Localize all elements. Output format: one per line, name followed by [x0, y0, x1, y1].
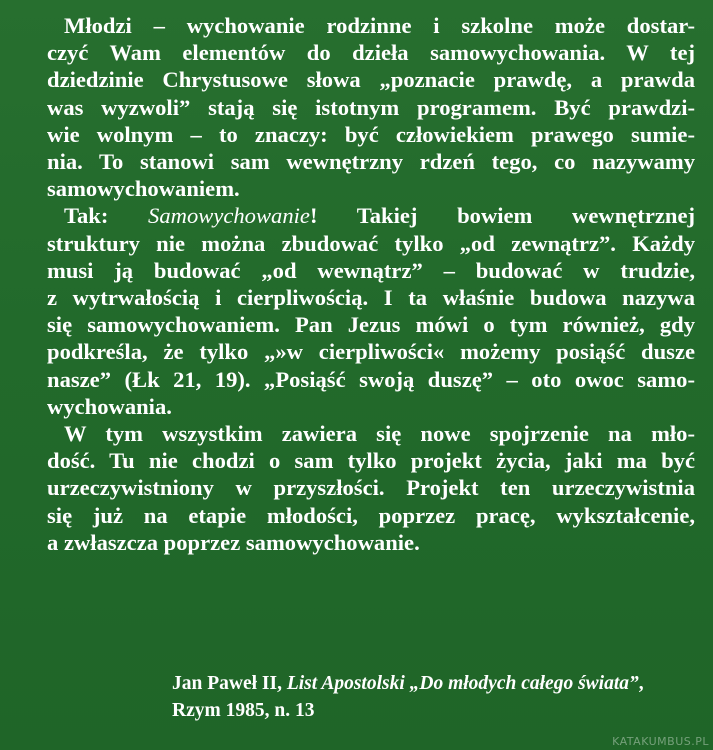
text-line: dziedzinie Chrystusowe słowa „poznacie prawdę, a prawda: [47, 67, 695, 93]
work-title: List Apostolski „Do młodych całego świata”: [286, 673, 639, 694]
text-line: dość. Tu nie chodzi o sam tylko projekt życia, jaki ma być: [47, 448, 695, 474]
attribution-source: [172, 670, 697, 697]
text-line: a zwłaszcza poprzez samowychowanie.: [47, 529, 420, 555]
emphasis-text: Samowychowanie: [148, 203, 310, 229]
text-line: Młodzi – wychowanie rodzinne i szkolne może dostar-: [64, 13, 695, 38]
text-line: się samowychowaniem. Pan Jezus mówi o tym również, gdy: [47, 312, 695, 338]
quote-text: [47, 12, 695, 556]
text-line: wie wolnym – to znaczy: być człowiekiem prawego sumie-: [47, 121, 695, 147]
text-line: podkreśla, że tylko „»w cierpliwości« możemy posiąść dusze: [47, 339, 695, 365]
text-line: z wytrwałością i cierpliwością. I ta właśnie budowa nazywa: [47, 285, 695, 311]
text-line: czyć Wam elementów do dzieła samowychowania. W tej: [47, 40, 695, 66]
paragraph-2: [47, 202, 695, 420]
text-line: się już na etapie młodości, poprzez pracę, wykształcenie,: [47, 502, 695, 528]
text-line: urzeczywistniony w przyszłości. Projekt ten urzeczywistnia: [47, 475, 695, 501]
text-line: nia. To stanowi sam wewnętrzny rdzeń tego, co nazywamy: [47, 149, 695, 175]
text-line: struktury nie można zbudować tylko „od zewnątrz”. Każdy: [47, 230, 695, 256]
attribution-place-date: Rzym 1985, n. 13: [172, 700, 315, 721]
text-fragment: ,: [638, 673, 644, 694]
text-line: [47, 202, 695, 229]
text-line: nasze” (Łk 21, 19). „Posiąść swoją duszę” – oto owoc samo-: [47, 366, 695, 392]
text-line: musi ją budować „od wewnątrz” – budować w trudzie,: [47, 257, 695, 283]
text-line: was wyzwoli” stają się istotnym programem. Być prawdzi-: [47, 94, 695, 120]
text-fragment: ! Takiej bowiem wewnętrznej: [309, 203, 695, 229]
text-line: W tym wszystkim zawiera się nowe spojrzenie na mło-: [64, 421, 695, 447]
text-line: samowychowaniem.: [47, 176, 240, 202]
text-fragment: Tak:: [64, 203, 149, 229]
author-name: Jan Paweł II,: [172, 673, 287, 694]
watermark: KATAKUMBUS.PL: [612, 735, 709, 748]
attribution: [172, 670, 697, 724]
paragraph-1: [47, 12, 695, 202]
paragraph-3: [47, 420, 695, 556]
text-line: wychowania.: [47, 393, 172, 419]
